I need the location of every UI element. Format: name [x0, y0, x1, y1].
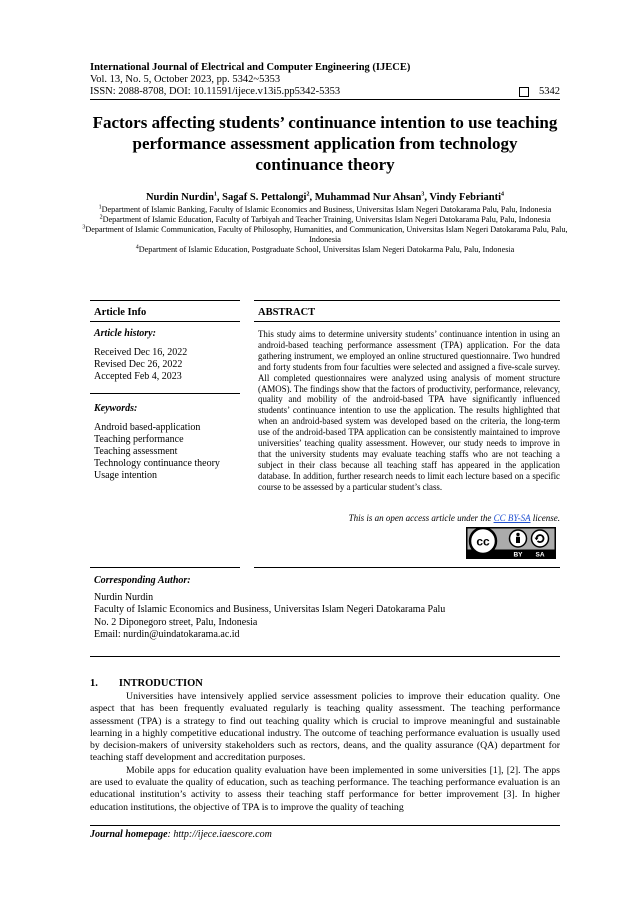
history-heading: Article history: — [94, 328, 156, 339]
corr-bottom-rule — [90, 656, 560, 657]
author-name: Vindy Febrianti — [429, 192, 502, 203]
journal-footer — [90, 829, 272, 841]
journal-header — [90, 62, 560, 98]
corr-line: Faculty of Islamic Economics and Business, Universitas Islam Negeri Datokarama Palu — [94, 604, 446, 616]
corresponding-heading: Corresponding Author: — [94, 575, 191, 586]
affiliations — [78, 205, 572, 255]
abstract-top-rule — [254, 300, 560, 301]
author-name: Nurdin Nurdin — [145, 192, 214, 203]
keyword-item: Teaching performance — [94, 434, 184, 445]
footer-url[interactable]: : http://ijece.iaescore.com — [167, 829, 272, 840]
header-rule — [90, 99, 560, 100]
license-link[interactable]: CC BY-SA — [493, 513, 531, 523]
cc-by-sa-badge[interactable] — [466, 527, 556, 559]
corr-line: No. 2 Diponegoro street, Palu, Indonesia — [94, 616, 258, 628]
history-item: Received Dec 16, 2022 — [94, 347, 188, 358]
history-item: Revised Dec 26, 2022 — [94, 359, 183, 370]
keyword-item: Teaching assessment — [94, 446, 178, 457]
issn-doi: ISSN: 2088-8708, DOI: 10.11591/ijece.v13i5.pp5342-5353 — [90, 86, 341, 97]
share-alike-icon — [532, 530, 549, 547]
footer-rule — [90, 825, 560, 826]
corr-rule-right — [254, 567, 560, 568]
corr-rule-left — [90, 567, 240, 568]
keyword-item: Technology continuance theory — [94, 458, 220, 469]
volume-line: Vol. 13, No. 5, October 2023, pp. 5342~5353 — [90, 74, 281, 85]
introduction-body — [90, 691, 560, 814]
cc-by-label: BY — [513, 551, 523, 559]
history-item: Accepted Feb 4, 2023 — [94, 371, 182, 382]
abstract-heading: ABSTRACT — [258, 307, 316, 318]
svg-text:cc: cc — [476, 534, 490, 549]
corresponding-details — [94, 592, 564, 641]
footer-label: Journal homepage — [90, 829, 168, 840]
affiliation: $^3$Department of Islamic Communication, Faculty of Philosophy, Humanities, and Communication, Universitas Islam Negeri Datokarama Palu, Palu, Indonesia — [82, 224, 568, 244]
article-info-top-rule — [90, 300, 240, 301]
author-name: Sagaf S. Pettalongi — [222, 192, 307, 203]
abstract-sub-rule — [254, 321, 560, 322]
keywords-heading: Keywords: — [94, 403, 138, 414]
history-list — [94, 347, 187, 383]
article-info-heading: Article Info — [94, 307, 147, 318]
corr-line: Nurdin Nurdin — [94, 592, 154, 603]
keywords-rule — [90, 393, 240, 394]
article-info-sub-rule — [90, 321, 240, 322]
paragraph: Universities have intensively applied service assessment policies to improve their education quality. One aspect that has been frequently evaluated regularly is teaching quality assessment. The teaching performance assessment (TPA) is a strategy to find out teaching quality which is crucial to improve meaningful and sustainable learning in a highly competitive educational industry. The outcome of teaching performance evaluation is usually used by decision-makers of university stakeholders such as rectors, deans, and the quality assurance (QA) department for teaching staff development and accreditation purposes. — [90, 691, 560, 764]
corr-email[interactable]: Email: nurdin@uindatokarama.ac.id — [94, 628, 240, 640]
cc-sa-label: SA — [535, 551, 545, 559]
affiliation: $^2$Department of Islamic Education, Faculty of Tarbiyah and Teacher Training, Universitas Islam Negeri Datokarama Palu, Palu, Indonesia — [99, 214, 551, 224]
author-list: Nurdin Nurdin$^1$, Sagaf S. Pettalongi$^2$, Muhammad Nur Ahsan$^3$, Vindy Febrianti$^4$ — [145, 191, 505, 203]
affiliation: $^1$Department of Islamic Banking, Faculty of Islamic Economics and Business, Universitas Islam Negeri Datokarama Palu, Palu, Indonesia — [98, 204, 552, 214]
keywords-list — [94, 422, 220, 482]
abstract-text: This study aims to determine university students’ continuance intention in using an android-based teaching performance assessment (TPA) application. For the data gathering instrument, we employed an online structured questionnaire. Two hundred and forty students from four faculties were selected and assigned a five-scale survey. All completed questionnaires were analyzed using analysis of moment structure (AMOS). The findings show that the factors of productivity, performance, relevancy, quality and mobility of the android-based TPA have significantly influenced students’ continuance intention to use the application. The results highlighted that when an android-based system was developed based on the criteria, the long-term use of the android-based TPA application can be consistently maintained to improve universities’ teaching quality assessment. However, our study needs to improve in that the university students may evaluate teaching staffs who are not teaching a subject in their class because all teaching staff has appeared in the application database. In addition, further research needs to limit each lecture based on a specific course to be assessed by a particular student’s class. — [258, 329, 560, 492]
journal-name: International Journal of Electrical and Computer Engineering (IJECE) — [90, 62, 411, 73]
paragraph: Mobile apps for education quality evaluation have been implemented in some universities [1], [2]. The apps are used to evaluate the quality of education, such as teaching performance. The teaching performance evaluation is an educational institution’s activity to assess their teaching staff performance for better improvement [3]. In higher education institutions, the objective of TPA is to improve the quality of teaching — [90, 764, 560, 813]
license-note: This is an open access article under the CC BY-SA license. — [348, 513, 560, 523]
section-heading-introduction: 1. INTRODUCTION — [90, 678, 203, 689]
square-icon — [519, 87, 529, 97]
paper-title: Factors affecting students’ continuance intention to use teaching performance assessment application from technology continuance theory — [92, 113, 558, 174]
keyword-item: Usage intention — [94, 470, 158, 481]
keyword-item: Android based-application — [94, 422, 201, 433]
author-name: Muhammad Nur Ahsan — [314, 192, 422, 203]
page-number: 5342 — [539, 86, 560, 97]
affiliation: $^4$Department of Islamic Education, Postgraduate School, Universitas Islam Negeri Datokarma Palu, Palu, Indonesia — [135, 244, 515, 254]
